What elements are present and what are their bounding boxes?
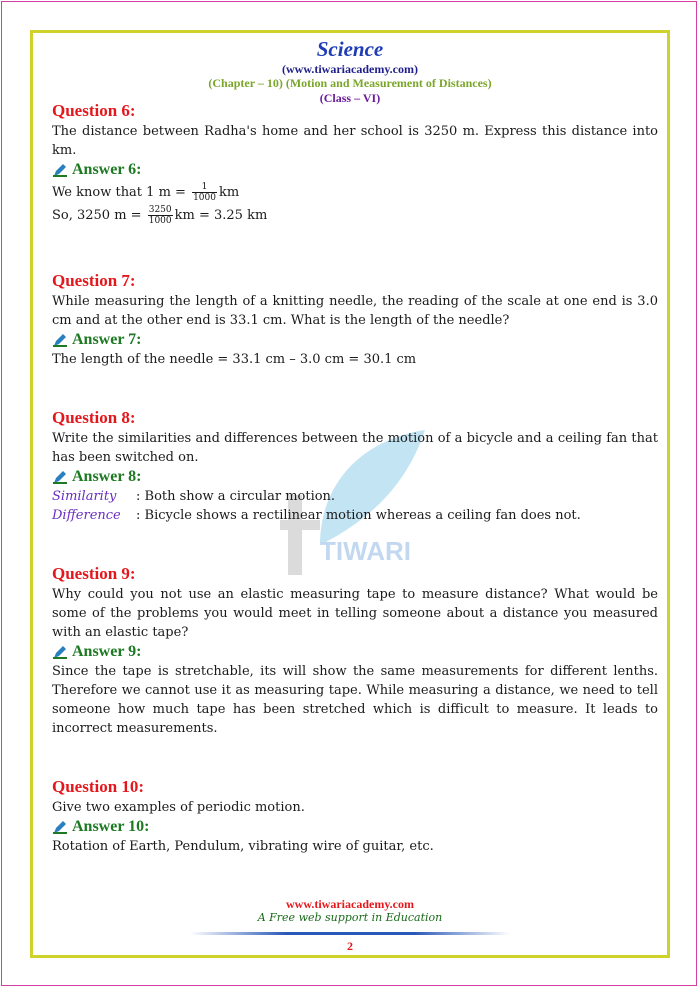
similarity-label: Similarity — [52, 489, 117, 504]
answer-8-difference — [52, 506, 658, 525]
difference-label: Difference — [52, 508, 121, 523]
answer-6-line-1-pre: We know that 1 m = — [52, 185, 186, 200]
pen-icon — [52, 819, 68, 835]
answer-6-heading — [52, 160, 658, 180]
answer-7-heading — [52, 330, 658, 350]
fraction-1-num: 1 — [192, 182, 217, 193]
fraction-2-num: 3250 — [148, 205, 172, 215]
footer-divider — [190, 932, 510, 935]
similarity-text: : Both show a circular motion. — [136, 489, 336, 504]
footer-tagline: A Free web support in Education — [257, 911, 443, 924]
question-8-title: Question 8: — [52, 408, 136, 427]
fraction-1-den: 1000 — [193, 193, 216, 203]
answer-6-line-1-post: km — [218, 185, 240, 200]
question-8-text: Write the similarities and differences between the motion of a bicycle and a ceiling fan that has been switched on. — [52, 431, 658, 465]
question-6-title: Question 6: — [52, 101, 136, 120]
question-6-text: The distance between Radha's home and her school is 3250 m. Express this distance into km. — [52, 124, 658, 158]
question-9-title: Question 9: — [52, 564, 136, 583]
answer-6-line-1 — [52, 182, 658, 203]
pen-icon — [52, 332, 68, 348]
question-9-text: Why could you not use an elastic measuring tape to measure distance? What would be some of the problems you would meet in telling someone about a distance you measured with an elastic tape? — [52, 587, 658, 640]
pen-icon — [52, 162, 68, 178]
answer-8-heading — [52, 467, 658, 487]
answer-9-title: Answer 9: — [72, 643, 142, 660]
pen-icon — [52, 469, 68, 485]
question-7-title: Question 7: — [52, 271, 136, 290]
header-chapter: (Chapter – 10) (Motion and Measurement of Distances) — [208, 76, 492, 90]
header-site: (www.tiwariacademy.com) — [282, 62, 418, 76]
answer-6-title: Answer 6: — [72, 161, 142, 178]
answer-7-text: The length of the needle = 33.1 cm – 3.0 cm = 30.1 cm — [52, 352, 417, 367]
page-title: Science — [316, 37, 384, 61]
answer-8-title: Answer 8: — [72, 468, 142, 485]
question-10-title: Question 10: — [52, 777, 145, 796]
page-number: 2 — [347, 939, 353, 953]
page-content — [52, 100, 658, 856]
fraction-2 — [148, 205, 173, 226]
question-10-text: Give two examples of periodic motion. — [52, 800, 305, 815]
answer-9-text: Since the tape is stretchable, its will show the same measurements for different lenths. Therefore we cannot use it as measuring tape. While measuring a distance, we need to tell someone how much tape has been stretched which is difficult to measure. It leads to incorrect measurements. — [52, 664, 658, 736]
answer-9-heading — [52, 642, 658, 662]
answer-10-title: Answer 10: — [72, 818, 150, 835]
fraction-1 — [192, 182, 217, 203]
pen-icon — [52, 644, 68, 660]
answer-10-text: Rotation of Earth, Pendulum, vibrating wire of guitar, etc. — [52, 839, 434, 854]
answer-6-line-2 — [52, 205, 658, 226]
answer-6-line-2-post: km = 3.25 km — [174, 208, 268, 223]
page-footer — [0, 897, 700, 924]
header-class: (Class – VI) — [319, 91, 381, 105]
answer-6-line-2-pre: So, 3250 m = — [52, 208, 142, 223]
difference-text: : Bicycle shows a rectilinear motion whereas a ceiling fan does not. — [136, 508, 581, 523]
answer-7-title: Answer 7: — [72, 331, 142, 348]
page-header — [0, 36, 700, 106]
answer-10-heading — [52, 817, 658, 837]
footer-site-link[interactable]: www.tiwariacademy.com — [286, 897, 414, 911]
fraction-2-den: 1000 — [148, 216, 172, 226]
watermark-text: TIWARI — [320, 536, 411, 566]
question-7-text: While measuring the length of a knitting needle, the reading of the scale at one end is 3.0 cm and at the other end is 33.1 cm. What is the length of the needle? — [52, 294, 658, 328]
answer-8-similarity — [52, 487, 658, 506]
